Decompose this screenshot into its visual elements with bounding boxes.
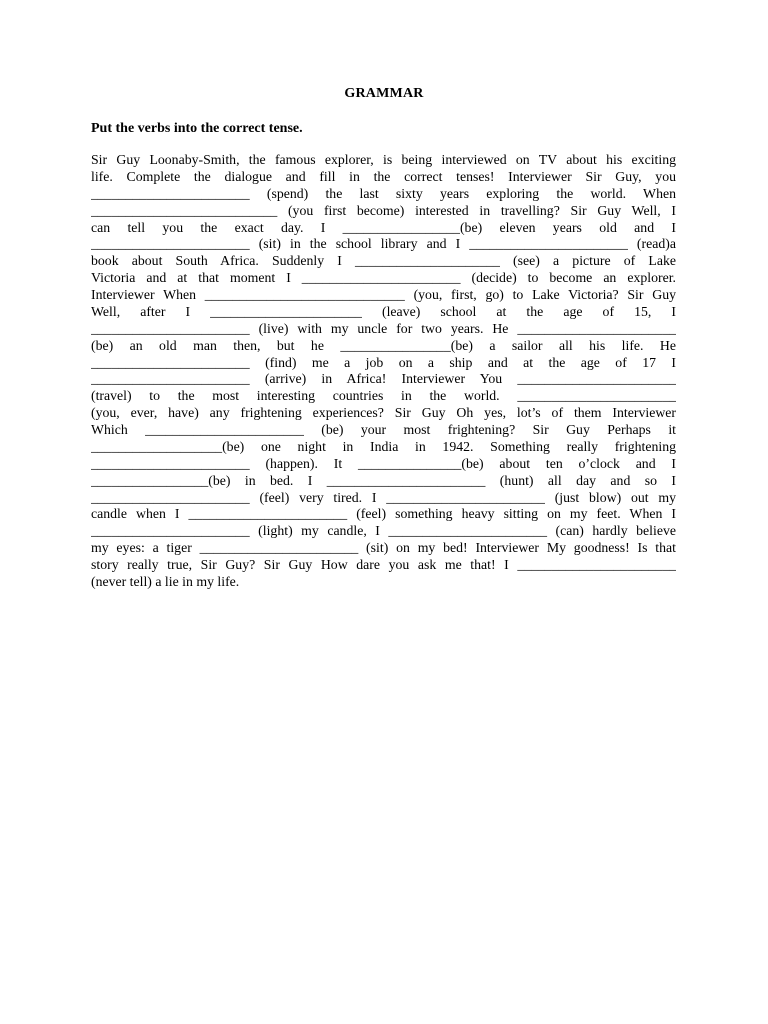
text-line: _______________________ (live) with my uncle for two years. He _______________________ <box>91 320 676 336</box>
page-title: GRAMMAR <box>344 86 424 101</box>
text-line: my eyes: a tiger _______________________ (sit) on my bed! Interviewer My goodness! Is that <box>91 540 676 556</box>
text-line: _______________________ (light) my candle, I _______________________ (can) hardly believe <box>91 523 676 539</box>
text-line: _______________________ (find) me a job on a ship and at the age of 17 I <box>91 354 676 370</box>
text-line: (you, ever, have) any frightening experiences? Sir Guy Oh yes, lot’s of them Interviewer <box>91 405 676 421</box>
text-line: Well, after I ______________________ (leave) school at the age of 15, I <box>91 303 676 319</box>
text-line: Victoria and at that moment I _______________________ (decide) to become an explorer. <box>91 270 676 286</box>
text-line: Sir Guy Loonaby-Smith, the famous explorer, is being interviewed on TV about his exciting <box>91 152 676 167</box>
text-line: Which _______________________ (be) your most frightening? Sir Guy Perhaps it <box>91 422 676 437</box>
text-line: ___________________________ (you first become) interested in travelling? Sir Guy Well, I <box>91 202 676 218</box>
text-line: Interviewer When _____________________________ (you, first, go) to Lake Victoria? Sir Guy <box>91 287 676 302</box>
text-line: (travel) to the most interesting countries in the world. _______________________ <box>91 388 676 404</box>
instruction-heading: Put the verbs into the correct tense. <box>91 121 303 136</box>
text-line: life. Complete the dialogue and fill in the correct tenses! Interviewer Sir Guy, you <box>91 168 676 184</box>
exercise-text <box>91 152 676 591</box>
text-line: (never tell) a lie in my life. <box>91 573 240 589</box>
text-line: _______________________ (arrive) in Africa! Interviewer You _______________________ <box>91 371 676 387</box>
text-line: ___________________(be) one night in India in 1942. Something really frightening <box>91 438 676 454</box>
text-line: _______________________ (feel) very tired. I _______________________ (just blow) out my <box>91 489 676 505</box>
text-line: _______________________ (sit) in the school library and I _______________________ (read)a <box>91 236 676 252</box>
text-line: _________________(be) in bed. I _______________________ (hunt) all day and so I <box>91 472 676 488</box>
text-line: story really true, Sir Guy? Sir Guy How dare you ask me that! I _______________________ <box>91 557 676 572</box>
text-line: (be) an old man then, but he ________________(be) a sailor all his life. He <box>91 337 676 353</box>
text-line: candle when I _______________________ (feel) something heavy sitting on my feet. When I <box>91 506 676 522</box>
text-line: _______________________ (spend) the last sixty years exploring the world. When <box>91 185 676 201</box>
text-line: _______________________ (happen). It _______________(be) about ten o’clock and I <box>91 455 676 471</box>
text-line: can tell you the exact day. I _________________(be) eleven years old and I <box>91 219 676 235</box>
text-line: book about South Africa. Suddenly I _____________________ (see) a picture of Lake <box>91 253 676 269</box>
